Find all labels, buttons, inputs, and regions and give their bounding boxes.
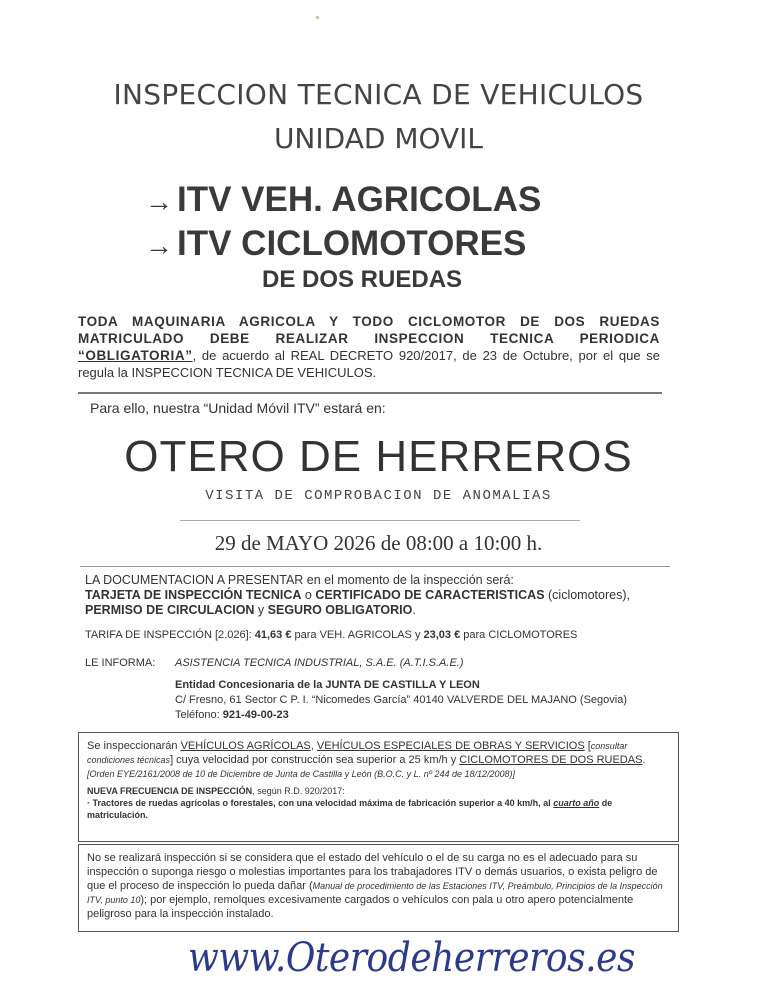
informa-block: ASISTENCIA TECNICA INDUSTRIAL, S.A.E. (A.T.I.S.A.E.) Entidad Concesionaria de la JUNTA DE CASTILLA Y LEON C/ Fresno, 61 Sector C P. I. “Nicomedes García” 40140 VALVERDE DEL MAJANO (Segovia) Teléfono: 921-49-00-23 xyxy=(175,657,627,721)
obligatoria-emphasis: “OBLIGATORIA” xyxy=(78,348,193,363)
dos-ruedas-heading: DE DOS RUEDAS xyxy=(262,266,463,293)
orden-reference: [Orden EYE/2161/2008 de 10 de Diciembre de Junta de Castilla y León (B.O.C. y L. nº 244 de 18/12/2008)] xyxy=(87,769,516,779)
tarifa-line: TARIFA DE INSPECCIÓN [2.026]: 41,63 € para VEH. AGRICOLAS y 23,03 € para CICLOMOTORES xyxy=(85,629,578,641)
intro-paragraph: TODA MAQUINARIA AGRICOLA Y TODO CICLOMOTOR DE DOS RUEDAS MATRICULADO DEBE REALIZAR INSPECCION TECNICA PERIODICA “OBLIGATORIA”, de acuerdo al REAL DECRETO 920/2017, de 23 de Octubre, por el que se regula la INSPECCION TECNICA DE VEHICULOS. xyxy=(78,314,660,380)
divider-line xyxy=(180,520,580,521)
exclusion-info-box: No se realizará inspección si se considera que el estado del vehículo o el de su carga no es el adecuado para su inspección o suponga riesgo o molestias importantes para los trabajadores ITV o demás usuarios, o exista peligro de que el proceso de inspección lo pueda dañar (Manual de procedimiento de las Estaciones ITV, Preámbulo, Principios de la Inspección ITV, punto 10); por ejemplo, remolques excesivamente cargados o vehículos con pala u otro apero potencialmente peligroso para la inspección instalado. xyxy=(78,844,679,932)
town-name: OTERO DE HERREROS xyxy=(124,432,633,481)
website-link[interactable]: www.Oterodeherreros.es xyxy=(188,935,636,981)
itv-ciclomotores-heading: → ITV CICLOMOTORES xyxy=(145,224,527,263)
company-name: ASISTENCIA TECNICA INDUSTRIAL, S.A.E. (A.T.I.S.A.E.) xyxy=(175,657,464,669)
scan-speck xyxy=(316,16,319,19)
scope-info-box: Se inspeccionarán VEHÍCULOS AGRÍCOLAS, VEHÍCULOS ESPECIALES DE OBRAS Y SERVICIOS [consultar condiciones técnicas] cuya velocidad por construcción sea superior a 25 km/h y CICLOMOTORES DE DOS RUEDAS. [Orden EYE/2161/2008 de 10 de Diciembre de Junta de Castilla y León (B.O.C. y L. nº 244 de 18/12/2008)] NUEVA FRECUENCIA DE INSPECCIÓN, según R.D. 920/2017: · Tractores de ruedas agrícolas o forestales, con una velocidad máxima de fabricación superior a 40 km/h, al cuarto año de matriculación. xyxy=(78,732,679,842)
page-title: INSPECCION TECNICA DE VEHICULOS xyxy=(113,78,644,111)
location-lead: Para ello, nuestra “Unidad Móvil ITV” estará en: xyxy=(90,400,386,416)
arrow-right-icon: → xyxy=(145,186,173,217)
company-phone: 921-49-00-23 xyxy=(222,709,289,721)
arrow-right-icon: → xyxy=(145,230,173,261)
itv-agricolas-heading: → ITV VEH. AGRICOLAS xyxy=(145,180,542,219)
divider-line xyxy=(78,392,662,394)
informa-label: LE INFORMA: xyxy=(85,657,156,669)
visit-date: 29 de MAYO 2026 de 08:00 a 10:00 h. xyxy=(214,531,543,555)
documentation-block: LA DOCUMENTACION A PRESENTAR en el momento de la inspección será: TARJETA DE INSPECCIÓN TECNICA o CERTIFICADO DE CARACTERISTICAS (ciclomotores), PERMISO DE CIRCULACION y SEGURO OBLIGATORIO. xyxy=(85,573,630,617)
company-address: C/ Fresno, 61 Sector C P. I. “Nicomedes García” 40140 VALVERDE DEL MAJANO (Segovia) xyxy=(175,694,627,706)
divider-line xyxy=(80,566,670,567)
page-subtitle: UNIDAD MOVIL xyxy=(273,122,484,155)
visit-purpose: VISITA DE COMPROBACION DE ANOMALIAS xyxy=(205,488,552,504)
